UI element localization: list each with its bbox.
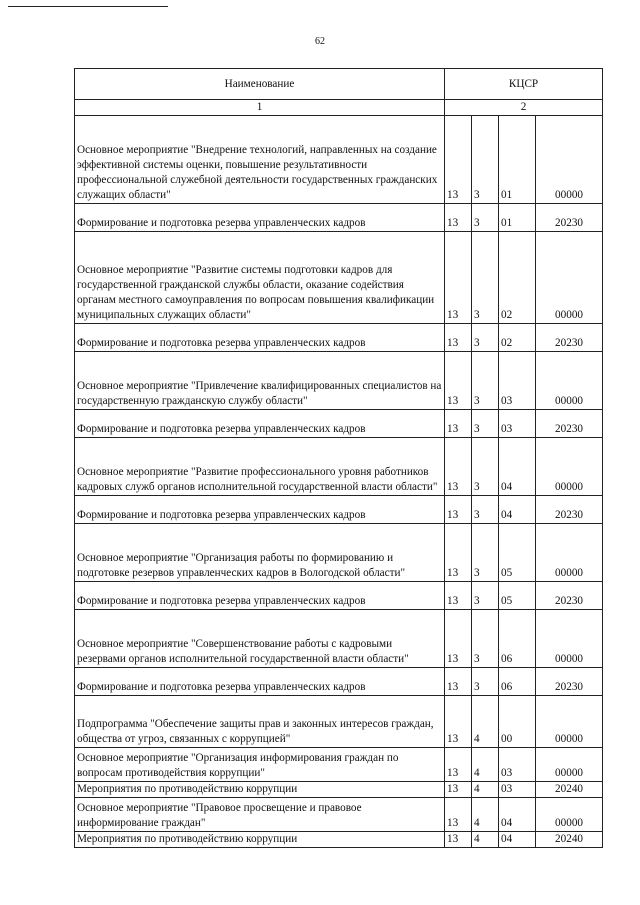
code-direction: 00000 <box>536 797 603 831</box>
code-subprogram: 3 <box>472 609 499 667</box>
index-code: 2 <box>445 100 603 116</box>
code-subprogram: 4 <box>472 797 499 831</box>
code-activity: 03 <box>499 351 536 409</box>
code-activity: 04 <box>499 797 536 831</box>
code-program: 13 <box>445 495 472 523</box>
code-program: 13 <box>445 667 472 695</box>
table-row <box>75 609 603 667</box>
code-subprogram: 3 <box>472 409 499 437</box>
table-row <box>75 409 603 437</box>
table-row <box>75 437 603 495</box>
row-name: Основное мероприятие "Совершенствование работы с кадровыми резервами органов исполнительной государственной власти области" <box>75 609 445 667</box>
table-row <box>75 747 603 781</box>
table-row <box>75 797 603 831</box>
code-direction: 00000 <box>536 523 603 581</box>
code-direction: 00000 <box>536 437 603 495</box>
code-program: 13 <box>445 323 472 351</box>
table-row <box>75 115 603 203</box>
page-number: 62 <box>315 36 325 47</box>
row-name: Формирование и подготовка резерва управленческих кадров <box>75 409 445 437</box>
code-program: 13 <box>445 351 472 409</box>
table-row <box>75 695 603 747</box>
code-activity: 02 <box>499 323 536 351</box>
code-subprogram: 3 <box>472 351 499 409</box>
code-direction: 00000 <box>536 351 603 409</box>
table-row <box>75 323 603 351</box>
table-row <box>75 581 603 609</box>
code-subprogram: 4 <box>472 747 499 781</box>
code-activity: 03 <box>499 747 536 781</box>
code-direction: 00000 <box>536 609 603 667</box>
code-subprogram: 3 <box>472 115 499 203</box>
table-row <box>75 831 603 847</box>
code-activity: 01 <box>499 115 536 203</box>
row-name: Основное мероприятие "Развитие профессионального уровня работников кадровых служб органов исполнительной государственной власти области" <box>75 437 445 495</box>
code-activity: 05 <box>499 523 536 581</box>
code-program: 13 <box>445 609 472 667</box>
code-activity: 04 <box>499 495 536 523</box>
code-subprogram: 3 <box>472 231 499 323</box>
index-row <box>75 100 603 116</box>
code-program: 13 <box>445 437 472 495</box>
row-name: Формирование и подготовка резерва управленческих кадров <box>75 203 445 231</box>
row-name: Основное мероприятие "Организация информирования граждан по вопросам противодействия коррупции" <box>75 747 445 781</box>
code-direction: 00000 <box>536 231 603 323</box>
code-direction: 20230 <box>536 495 603 523</box>
row-name: Основное мероприятие "Внедрение технологий, направленных на создание эффективной системы оценки, повышение результативности профессиональной служебной деятельности государственных гражданских служащих области" <box>75 115 445 203</box>
code-program: 13 <box>445 115 472 203</box>
code-activity: 02 <box>499 231 536 323</box>
code-direction: 20230 <box>536 409 603 437</box>
code-program: 13 <box>445 797 472 831</box>
code-subprogram: 3 <box>472 203 499 231</box>
code-subprogram: 3 <box>472 581 499 609</box>
code-direction: 20230 <box>536 323 603 351</box>
code-subprogram: 4 <box>472 831 499 847</box>
top-rule <box>8 6 168 7</box>
code-subprogram: 3 <box>472 495 499 523</box>
code-subprogram: 4 <box>472 781 499 797</box>
index-name: 1 <box>75 100 445 116</box>
code-direction: 20240 <box>536 781 603 797</box>
code-direction: 00000 <box>536 747 603 781</box>
code-direction: 20230 <box>536 581 603 609</box>
row-name: Формирование и подготовка резерва управленческих кадров <box>75 495 445 523</box>
code-activity: 03 <box>499 409 536 437</box>
row-name: Основное мероприятие "Организация работы по формированию и подготовке резервов управленческих кадров в Вологодской области" <box>75 523 445 581</box>
code-activity: 01 <box>499 203 536 231</box>
code-activity: 00 <box>499 695 536 747</box>
table-row <box>75 351 603 409</box>
code-subprogram: 4 <box>472 695 499 747</box>
table-row <box>75 523 603 581</box>
code-activity: 05 <box>499 581 536 609</box>
header-kcsr: КЦСР <box>445 69 603 100</box>
code-program: 13 <box>445 581 472 609</box>
row-name: Основное мероприятие "Правовое просвещение и правовое информирование граждан" <box>75 797 445 831</box>
code-subprogram: 3 <box>472 523 499 581</box>
header-row <box>75 69 603 100</box>
table-row <box>75 667 603 695</box>
code-direction: 20230 <box>536 203 603 231</box>
code-program: 13 <box>445 781 472 797</box>
code-program: 13 <box>445 203 472 231</box>
code-activity: 06 <box>499 609 536 667</box>
code-activity: 03 <box>499 781 536 797</box>
code-program: 13 <box>445 523 472 581</box>
table-row <box>75 781 603 797</box>
code-subprogram: 3 <box>472 667 499 695</box>
code-program: 13 <box>445 231 472 323</box>
row-name: Основное мероприятие "Привлечение квалифицированных специалистов на государственную гражданскую службу области" <box>75 351 445 409</box>
row-name: Формирование и подготовка резерва управленческих кадров <box>75 581 445 609</box>
header-name: Наименование <box>75 69 445 100</box>
budget-table <box>74 68 603 848</box>
row-name: Подпрограмма "Обеспечение защиты прав и законных интересов граждан, общества от угроз, связанных с коррупцией" <box>75 695 445 747</box>
code-program: 13 <box>445 695 472 747</box>
code-direction: 20230 <box>536 667 603 695</box>
code-direction: 00000 <box>536 695 603 747</box>
row-name: Основное мероприятие "Развитие системы подготовки кадров для государственной гражданской службы области, оказание содействия органам местного самоуправления по вопросам повышения квалификации муниципальных служащих области" <box>75 231 445 323</box>
table-row <box>75 495 603 523</box>
code-program: 13 <box>445 747 472 781</box>
row-name: Формирование и подготовка резерва управленческих кадров <box>75 667 445 695</box>
table-row <box>75 231 603 323</box>
code-activity: 06 <box>499 667 536 695</box>
code-activity: 04 <box>499 437 536 495</box>
code-direction: 00000 <box>536 115 603 203</box>
row-name: Формирование и подготовка резерва управленческих кадров <box>75 323 445 351</box>
code-program: 13 <box>445 831 472 847</box>
code-activity: 04 <box>499 831 536 847</box>
table-row <box>75 203 603 231</box>
code-subprogram: 3 <box>472 437 499 495</box>
code-program: 13 <box>445 409 472 437</box>
row-name: Мероприятия по противодействию коррупции <box>75 831 445 847</box>
code-subprogram: 3 <box>472 323 499 351</box>
row-name: Мероприятия по противодействию коррупции <box>75 781 445 797</box>
code-direction: 20240 <box>536 831 603 847</box>
